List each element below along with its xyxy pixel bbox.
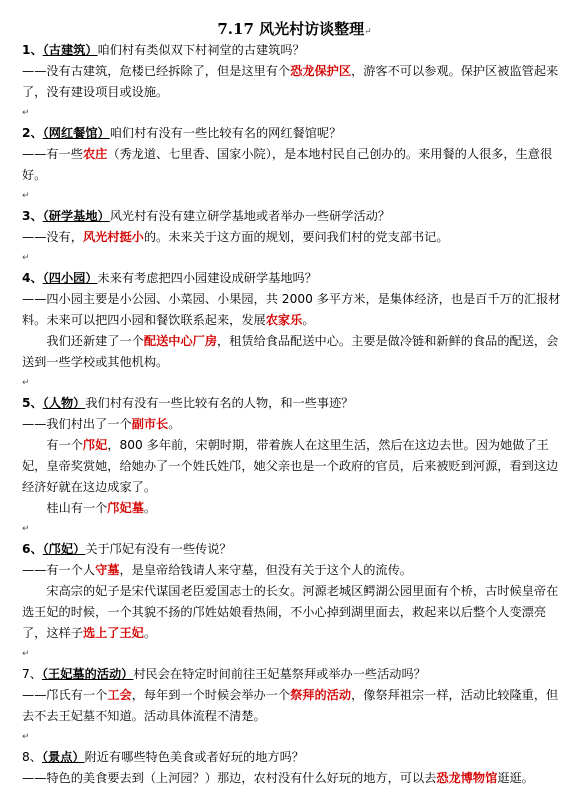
question-2 <box>22 123 567 144</box>
question-text: 我们村有没有一些比较有名的人物，和一些事迹？ <box>85 396 354 410</box>
answer-text: ——我们村出了一个 <box>22 417 132 431</box>
question-number: 7、 <box>22 667 42 681</box>
answer-text: 。 <box>168 417 181 431</box>
answer-highlight: 邝妃 <box>82 438 108 452</box>
document-title <box>22 0 567 40</box>
answer-highlight: 选上了王妃 <box>82 626 144 640</box>
answer-1 <box>22 61 567 103</box>
question-number: 1、 <box>22 43 43 57</box>
paragraph-mark: ↵ <box>22 732 30 742</box>
answer-text: ，是皇帝给钱请人来守墓，但没有关于这个人的流传。 <box>119 563 412 577</box>
question-tag: （网红餐馆） <box>42 126 110 140</box>
answer-text: （秀龙道、七里香、国家小院），是本地村民自己创办的。来用餐的人很多，生意很好。 <box>22 147 553 182</box>
paragraph-mark: ↵ <box>364 27 372 37</box>
answer-6 <box>22 560 567 581</box>
answer-text: 。 <box>143 501 157 515</box>
answer-4 <box>22 289 567 331</box>
answer-highlight: 副市长 <box>131 417 169 431</box>
paragraph-mark: ↵ <box>22 253 30 263</box>
question-text: 村民会在特定时间前往王妃墓祭拜或举办一些活动吗？ <box>133 667 426 681</box>
answer-3 <box>22 227 567 248</box>
answer-highlight: 风光村挺小 <box>82 230 144 244</box>
question-1 <box>22 40 567 61</box>
answer-8 <box>22 768 567 789</box>
answer-5-tomb <box>22 498 567 519</box>
answer-text: ——邝氏有一个 <box>22 688 108 702</box>
question-number: 5、 <box>22 396 43 410</box>
paragraph-mark: ↵ <box>22 524 30 534</box>
answer-highlight: 配送中心厂房 <box>143 334 218 348</box>
answer-highlight: 农庄 <box>82 147 108 161</box>
answer-text: ，租赁给食品配送中心。主要是做冷链和新鲜的食品的配送，会送到一些学校或其他机构。 <box>22 334 559 369</box>
answer-text: ，每年到一个时候会举办一个 <box>131 688 291 702</box>
answer-text: 有一个 <box>46 438 83 452</box>
document-title-text: 7.17 风光村访谈整理 <box>217 20 365 38</box>
question-4 <box>22 268 567 289</box>
answer-text: 逛逛。 <box>497 771 534 785</box>
answer-text: ——没有， <box>22 230 83 244</box>
answer-text: 桂山有一个 <box>46 501 108 515</box>
question-5 <box>22 393 567 414</box>
question-number: 3、 <box>22 209 43 223</box>
question-number: 4、 <box>22 271 43 285</box>
question-6 <box>22 539 567 560</box>
answer-text: 我们还新建了一个 <box>46 334 144 348</box>
answer-highlight: 邝妃墓 <box>107 501 144 515</box>
answer-4-continued <box>22 331 567 373</box>
answer-text: 宋高宗的妃子是宋代谋国老臣爱国志士的长女。河源老城区鳄湖公园里面有个桥，古时候皇帝在选王妃的时候，一个其貌不扬的邝姓姑娘看热闹，不小心掉到湖里面去，救起来以后整个人变漂亮了，这样子 <box>22 584 559 640</box>
question-number: 6、 <box>22 542 43 556</box>
question-text: 咱们村有类似双下村祠堂的古建筑吗？ <box>97 43 305 57</box>
question-tag: （邝妃） <box>42 542 86 556</box>
question-text: 咱们村有没有一些比较有名的网红餐馆呢？ <box>109 126 342 140</box>
answer-highlight: 恐龙博物馆 <box>436 771 498 785</box>
answer-5 <box>22 414 567 435</box>
question-text: 未来有考虑把四小园建设成研学基地吗？ <box>97 271 317 285</box>
answer-highlight: 守墓 <box>95 563 120 577</box>
paragraph-mark: ↵ <box>22 191 30 201</box>
question-tag: （王妃墓的活动） <box>41 667 134 681</box>
question-tag: （研学基地） <box>42 209 110 223</box>
answer-highlight: 祭拜的活动 <box>290 688 352 702</box>
answer-highlight: 工会 <box>107 688 132 702</box>
answer-text: ——没有古建筑，危楼已经拆除了，但是这里有个 <box>22 64 291 78</box>
question-tag: （四小园） <box>42 271 98 285</box>
question-tag: （景点） <box>41 750 85 764</box>
answer-text: ——特色的美食要去到（上河园？）那边，农村没有什么好玩的地方，可以去 <box>22 771 437 785</box>
answer-text: 的。未来关于这方面的规划，要问我们村的党支部书记。 <box>143 230 449 244</box>
answer-text: ，游客不可以参观。保护区被监管起来了，没有建设项目或设施。 <box>22 64 559 99</box>
question-8 <box>22 747 567 768</box>
answer-6-continued <box>22 581 567 644</box>
answer-text: ，800 多年前，宋朝时期，带着族人在这里生活，然后在这边去世。因为她做了王妃，皇帝奖赏她，给她办了一个姓氏姓邝，她父亲也是一个政府的官员，后来被贬到河源，看到这边经济好就在这边成家了。 <box>22 438 559 494</box>
paragraph-mark: ↵ <box>22 378 30 388</box>
question-3 <box>22 206 567 227</box>
answer-5-continued <box>22 435 567 498</box>
paragraph-mark: ↵ <box>22 108 30 118</box>
answer-text: ——四小园主要是小公园、小菜园、小果园，共 2000 多平方米，是集体经济，也是百千万的汇报材料。未来可以把四小园和餐饮联系起来，发展 <box>22 292 561 327</box>
question-text: 风光村有没有建立研学基地或者举办一些研学活动？ <box>109 209 391 223</box>
question-text: 附近有哪些特色美食或者好玩的地方吗？ <box>84 750 304 764</box>
paragraph-mark: ↵ <box>22 649 30 659</box>
question-number: 2、 <box>22 126 43 140</box>
answer-text: ，像祭拜祖宗一样，活动比较隆重，但去不去王妃墓不知道。活动具体流程不清楚。 <box>22 688 559 723</box>
answer-highlight: 农家乐 <box>265 313 303 327</box>
question-tag: （古建筑） <box>42 43 98 57</box>
answer-text: 。 <box>143 626 157 640</box>
answer-2 <box>22 144 567 186</box>
question-tag: （人物） <box>42 396 86 410</box>
answer-text: 。 <box>302 313 315 327</box>
answer-text: ——有一些 <box>22 147 83 161</box>
answer-highlight: 恐龙保护区 <box>290 64 352 78</box>
answer-text: ——有一个人 <box>22 563 96 577</box>
question-number: 8、 <box>22 750 42 764</box>
question-7 <box>22 664 567 685</box>
question-text: 关于邝妃有没有一些传说？ <box>85 542 232 556</box>
answer-7 <box>22 685 567 727</box>
